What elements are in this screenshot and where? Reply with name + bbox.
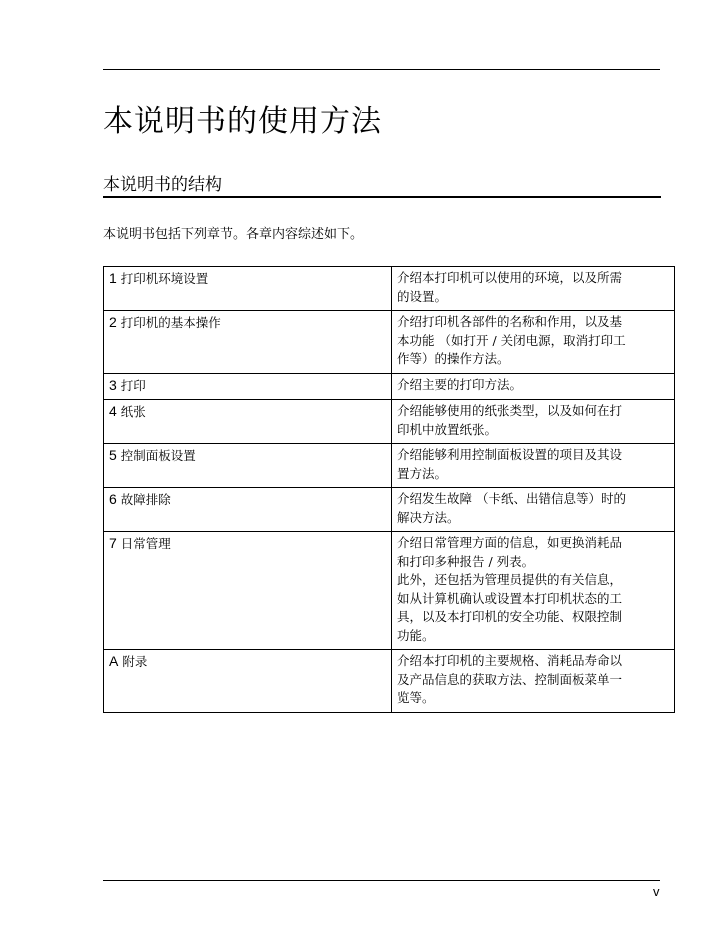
description-line: 的设置。 <box>397 288 448 304</box>
chapter-title: 故障排除 <box>120 492 171 507</box>
chapter-number: 3 <box>109 376 117 393</box>
description-line: 介绍打印机各部件的名称和作用，以及基 <box>397 314 623 329</box>
chapter-title: 打印 <box>120 377 146 393</box>
table-row <box>104 400 675 444</box>
description-line: 介绍本打印机的主要规格、消耗品寿命以 <box>397 653 623 668</box>
chapter-number: 2 <box>109 314 117 330</box>
chapter-description <box>392 488 675 532</box>
chapter-title: 打印机的基本操作 <box>120 315 221 330</box>
description-line: 如从计算机确认或设置本打印机状态的工 <box>397 590 623 606</box>
chapter-cell <box>104 488 392 532</box>
table-row <box>104 373 675 400</box>
chapter-number: 6 <box>109 491 117 507</box>
chapter-title: 日常管理 <box>120 536 171 551</box>
chapter-description <box>392 311 675 374</box>
chapter-cell <box>104 650 392 713</box>
chapter-title: 控制面板设置 <box>120 448 196 463</box>
chapter-number: 4 <box>109 403 117 419</box>
table-row <box>104 267 675 311</box>
description-line: 置方法。 <box>397 465 448 481</box>
section-underline <box>103 196 661 198</box>
description-line: 介绍能够利用控制面板设置的项目及其设 <box>397 447 623 462</box>
page-title: 本说明书的使用方法 <box>103 104 382 139</box>
description-line: 介绍发生故障 （卡纸、出错信息等）时的 <box>397 491 626 506</box>
table-row <box>104 650 675 713</box>
intro-text: 本说明书包括下列章节。各章内容综述如下。 <box>103 227 364 242</box>
page-number: v <box>653 884 660 899</box>
chapter-description <box>392 400 675 444</box>
description-line: 作等）的操作方法。 <box>397 351 510 366</box>
table-row <box>104 444 675 488</box>
header-rule <box>103 69 660 70</box>
description-line: 介绍主要的打印方法。 <box>397 376 523 392</box>
chapter-description <box>392 650 675 713</box>
chapter-title: 附录 <box>122 654 148 669</box>
description-line: 介绍能够使用的纸张类型，以及如何在打 <box>397 403 623 418</box>
description-line: 本功能 （如打开 / 关闭电源，取消打印工 <box>397 332 626 348</box>
chapter-number: 5 <box>109 447 117 463</box>
chapter-cell <box>104 400 392 444</box>
footer-rule <box>103 880 660 881</box>
description-line: 和打印多种报告 / 列表。 <box>397 553 535 569</box>
chapter-cell <box>104 444 392 488</box>
chapter-cell <box>104 311 392 374</box>
description-line: 介绍本打印机可以使用的环境，以及所需 <box>397 270 623 285</box>
description-line: 解决方法。 <box>397 509 460 525</box>
chapter-title: 打印机环境设置 <box>120 271 209 286</box>
table-row <box>104 532 675 650</box>
chapter-table <box>103 266 675 713</box>
description-line: 印机中放置纸张。 <box>397 421 498 437</box>
chapter-cell <box>104 267 392 311</box>
chapter-description <box>392 444 675 488</box>
chapter-description <box>392 267 675 311</box>
chapter-number: 7 <box>109 535 117 551</box>
chapter-cell <box>104 532 392 650</box>
description-line: 功能。 <box>397 627 435 643</box>
table-row <box>104 311 675 374</box>
chapter-description <box>392 532 675 650</box>
chapter-cell <box>104 373 392 400</box>
chapter-description <box>392 373 675 400</box>
chapter-title: 纸张 <box>120 404 146 419</box>
chapter-number: 1 <box>109 270 117 286</box>
description-line: 具，以及本打印机的安全功能、权限控制 <box>397 609 623 624</box>
description-line: 览等。 <box>397 690 435 705</box>
table-row <box>104 488 675 532</box>
section-title: 本说明书的结构 <box>103 175 222 195</box>
description-line: 介绍日常管理方面的信息，如更换消耗品 <box>397 535 623 550</box>
description-line: 及产品信息的获取方法、控制面板菜单一 <box>397 671 623 687</box>
description-line: 此外，还包括为管理员提供的有关信息， <box>397 572 623 587</box>
chapter-number: A <box>109 653 119 669</box>
